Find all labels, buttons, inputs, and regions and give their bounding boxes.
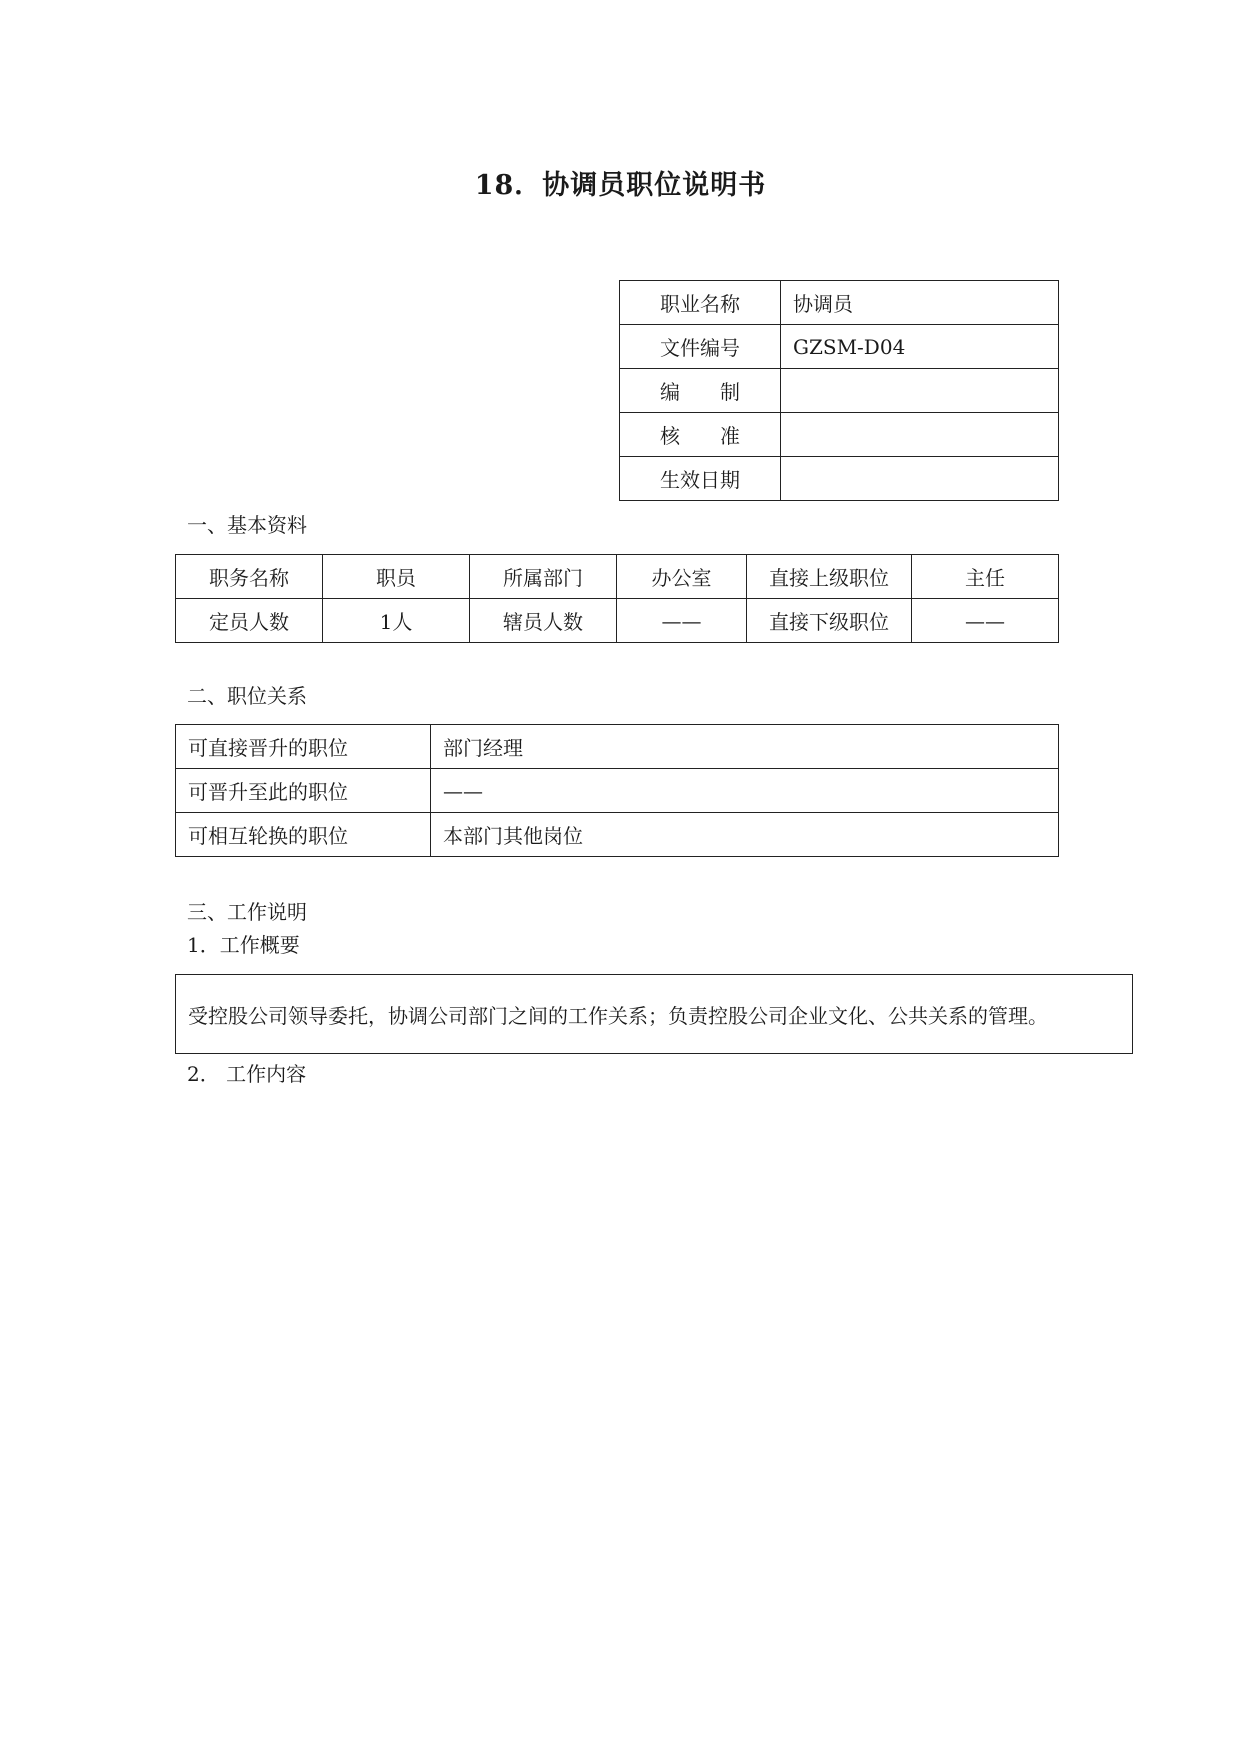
work-summary-text: 受控股公司领导委托，协调公司部门之间的工作关系；负责控股公司企业文化、公共关系的管理。: [188, 1003, 1048, 1028]
document-info-table: [619, 280, 1059, 501]
table-cell: 主任: [912, 555, 1059, 599]
table-row: [176, 769, 1059, 813]
table-row: [620, 281, 1059, 325]
table-cell: 1人: [323, 599, 470, 643]
table-cell: 职员: [323, 555, 470, 599]
relation-value: 部门经理: [431, 725, 1059, 769]
table-cell: ——: [912, 599, 1059, 643]
table-row: [176, 599, 1059, 643]
table-row: [176, 813, 1059, 857]
table-row: [620, 325, 1059, 369]
table-cell: 办公室: [617, 555, 747, 599]
section-heading-relations: 二、职位关系: [187, 684, 307, 708]
doc-info-value: 协调员: [781, 281, 1059, 325]
doc-info-key: 编 制: [620, 369, 781, 413]
doc-info-key: 生效日期: [620, 457, 781, 501]
relation-value: ——: [431, 769, 1059, 813]
doc-info-value: [781, 369, 1059, 413]
table-cell: 直接上级职位: [747, 555, 912, 599]
table-row: [176, 555, 1059, 599]
subheading-summary: 1．工作概要: [187, 933, 300, 957]
section-heading-basic: 一、基本资料: [187, 513, 307, 537]
table-cell: 直接下级职位: [747, 599, 912, 643]
doc-info-key: 职业名称: [620, 281, 781, 325]
doc-info-value: [781, 413, 1059, 457]
table-cell: 辖员人数: [470, 599, 617, 643]
table-cell: 所属部门: [470, 555, 617, 599]
doc-info-value: [781, 457, 1059, 501]
table-row: [620, 413, 1059, 457]
doc-info-value: GZSM-D04: [781, 325, 1059, 369]
table-row: [176, 725, 1059, 769]
relation-key: 可直接晋升的职位: [176, 725, 431, 769]
doc-info-key: 核 准: [620, 413, 781, 457]
table-row: [620, 369, 1059, 413]
doc-info-key: 文件编号: [620, 325, 781, 369]
table-cell: ——: [617, 599, 747, 643]
basic-info-table: [175, 554, 1059, 643]
work-summary-box: [175, 974, 1133, 1054]
subheading-content: 2． 工作内容: [187, 1062, 307, 1086]
relation-value: 本部门其他岗位: [431, 813, 1059, 857]
table-cell: 职务名称: [176, 555, 323, 599]
page-title: 18．协调员职位说明书: [474, 170, 767, 201]
table-cell: 定员人数: [176, 599, 323, 643]
table-row: [620, 457, 1059, 501]
relation-key: 可相互轮换的职位: [176, 813, 431, 857]
section-heading-work: 三、工作说明: [187, 900, 307, 924]
position-relations-table: [175, 724, 1059, 857]
relation-key: 可晋升至此的职位: [176, 769, 431, 813]
